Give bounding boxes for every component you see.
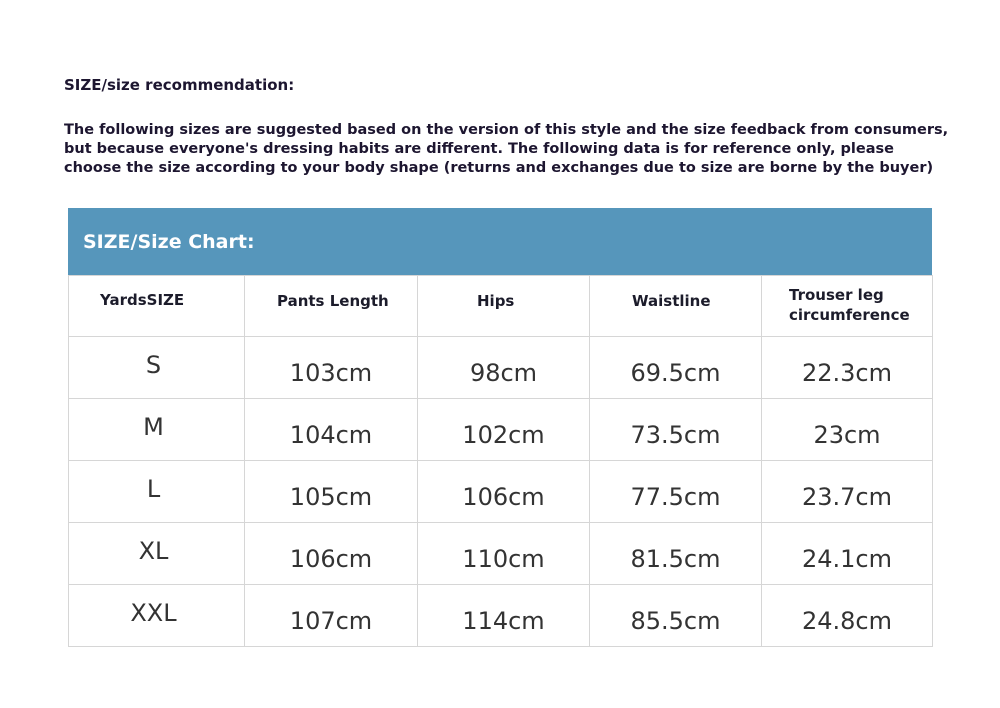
column-header-pants-length: Pants Length: [245, 276, 418, 337]
size-cell: XXL: [69, 585, 245, 647]
trouser-leg-cell: 24.8cm: [762, 585, 933, 647]
size-cell: S: [69, 337, 245, 399]
size-table: [68, 275, 933, 647]
table-row: [69, 585, 933, 647]
waistline-cell: 85.5cm: [590, 585, 762, 647]
trouser-leg-cell: 23cm: [762, 399, 933, 461]
hips-cell: 114cm: [418, 585, 590, 647]
trouser-leg-cell: 22.3cm: [762, 337, 933, 399]
waistline-cell: 77.5cm: [590, 461, 762, 523]
pants-length-cell: 104cm: [245, 399, 418, 461]
size-cell: M: [69, 399, 245, 461]
size-chart-title: SIZE/Size Chart:: [83, 230, 255, 253]
hips-cell: 110cm: [418, 523, 590, 585]
pants-length-cell: 107cm: [245, 585, 418, 647]
size-chart: [68, 208, 932, 647]
waistline-cell: 73.5cm: [590, 399, 762, 461]
size-cell: XL: [69, 523, 245, 585]
intro-line: choose the size according to your body shape (returns and exchanges due to size are borne by the buyer): [64, 160, 934, 176]
pants-length-cell: 105cm: [245, 461, 418, 523]
column-header-trouser-leg: Trouser leg circumference: [762, 276, 933, 337]
intro-line: The following sizes are suggested based on the version of this style and the size feedback from consumers,: [64, 122, 949, 138]
pants-length-cell: 106cm: [245, 523, 418, 585]
intro-line: but because everyone's dressing habits are different. The following data is for reference only, please: [64, 141, 894, 157]
column-header-waistline: Waistline: [590, 276, 762, 337]
hips-cell: 106cm: [418, 461, 590, 523]
hips-cell: 102cm: [418, 399, 590, 461]
size-cell: L: [69, 461, 245, 523]
table-row: [69, 461, 933, 523]
trouser-leg-cell: 23.7cm: [762, 461, 933, 523]
table-header-row: [69, 276, 933, 337]
table-row: [69, 523, 933, 585]
column-header-hips: Hips: [418, 276, 590, 337]
hips-cell: 98cm: [418, 337, 590, 399]
table-row: [69, 337, 933, 399]
table-row: [69, 399, 933, 461]
trouser-leg-cell: 24.1cm: [762, 523, 933, 585]
waistline-cell: 81.5cm: [590, 523, 762, 585]
page-heading: SIZE/size recommendation:: [64, 76, 295, 94]
size-chart-header: [68, 208, 932, 275]
intro-paragraph: [64, 121, 949, 178]
pants-length-cell: 103cm: [245, 337, 418, 399]
column-header-size: YardsSIZE: [69, 276, 245, 337]
waistline-cell: 69.5cm: [590, 337, 762, 399]
